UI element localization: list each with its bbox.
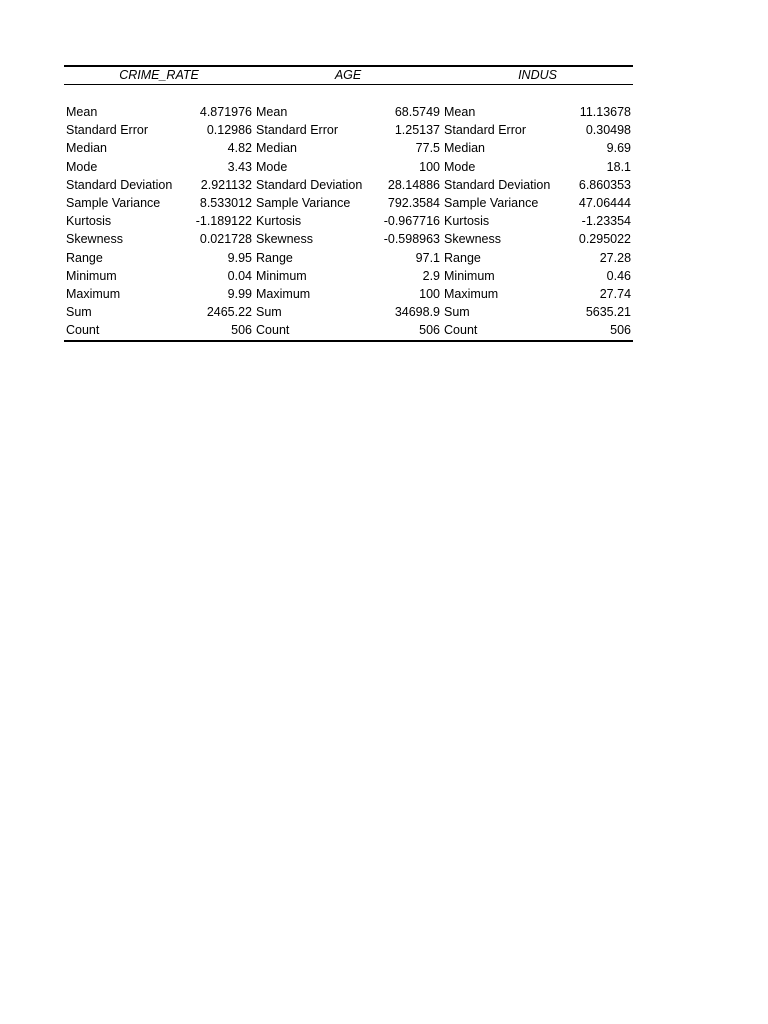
stat-value-cell: -1.23354	[581, 214, 632, 229]
column-header-age: AGE	[254, 66, 442, 85]
stat-value-cell: -0.967716	[383, 214, 441, 229]
stat-label-cell: Mode	[66, 159, 98, 174]
table-row	[64, 267, 633, 285]
stat-value-cell: 100	[419, 159, 441, 174]
descriptive-statistics-table	[64, 65, 633, 342]
stat-value-cell: 97.1	[415, 250, 441, 265]
stat-label-cell: Kurtosis	[444, 214, 490, 229]
stat-label-cell: Standard Deviation	[256, 177, 363, 192]
stat-label-cell: Median	[66, 141, 107, 156]
stat-value-cell: 9.99	[227, 287, 253, 302]
stat-label-cell: Skewness	[66, 232, 123, 247]
stat-value-cell: -1.189122	[195, 214, 253, 229]
stat-label-cell: Skewness	[256, 232, 313, 247]
stat-value-cell: 0.12986	[206, 123, 253, 138]
table-row	[64, 303, 633, 321]
stat-label-cell: Standard Deviation	[444, 177, 551, 192]
table-row	[64, 103, 633, 121]
stat-value-cell: 0.30498	[585, 123, 632, 138]
stat-label-cell: Count	[254, 321, 382, 340]
stat-label-cell: Median	[256, 141, 298, 156]
stat-label-cell: Kurtosis	[66, 214, 112, 229]
stat-value-cell: 27.74	[599, 287, 632, 302]
stat-value-cell: 2.9	[422, 268, 441, 283]
table-row	[64, 285, 633, 303]
stat-label-cell: Range	[66, 250, 103, 265]
stat-label-cell: Count	[442, 321, 570, 340]
stat-value-cell: 11.13678	[579, 105, 632, 119]
stat-label-cell: Standard Error	[66, 123, 148, 138]
stat-value-cell: 68.5749	[394, 105, 441, 119]
stat-label-cell: Sample Variance	[256, 196, 351, 211]
stat-label-cell: Maximum	[444, 287, 499, 302]
stat-value-cell: 0.295022	[578, 232, 632, 247]
column-header-indus: INDUS	[442, 66, 633, 85]
table-row	[64, 212, 633, 230]
stat-value-cell: 0.021728	[199, 232, 253, 247]
stat-value-cell: 8.533012	[199, 196, 253, 211]
stat-label-cell: Standard Deviation	[66, 177, 173, 192]
stat-label-cell: Minimum	[444, 268, 495, 283]
stat-label-cell: Maximum	[256, 287, 311, 302]
spacer-row	[64, 85, 633, 104]
stat-label-cell: Mean	[256, 105, 288, 119]
stat-value-cell: 3.43	[227, 159, 253, 174]
header-row	[64, 66, 633, 85]
stat-value-cell: 1.25137	[394, 123, 441, 138]
stat-value-cell: 4.871976	[199, 105, 253, 119]
stat-value-cell: -0.598963	[383, 232, 441, 247]
stat-label-cell: Sample Variance	[444, 196, 539, 211]
stat-label-cell: Sum	[256, 305, 282, 320]
table-row	[64, 230, 633, 248]
stat-value-cell: 506	[194, 321, 254, 340]
column-header-crime-rate: CRIME_RATE	[64, 66, 254, 85]
stat-label-cell: Median	[444, 141, 486, 156]
stat-value-cell: 5635.21	[585, 305, 632, 320]
stat-label-cell: Mean	[66, 105, 98, 119]
stat-label-cell: Maximum	[66, 287, 121, 302]
stat-label-cell: Kurtosis	[256, 214, 302, 229]
stat-value-cell: 34698.9	[394, 305, 441, 320]
table-row	[64, 249, 633, 267]
stat-label-cell: Sum	[444, 305, 470, 320]
stat-label-cell: Count	[64, 321, 194, 340]
stat-value-cell: 506	[382, 321, 442, 340]
stat-value-cell: 2465.22	[206, 305, 253, 320]
stat-value-cell: 27.28	[599, 250, 632, 265]
blank-cell	[64, 85, 633, 104]
table-row	[64, 194, 633, 212]
stat-label-cell: Mean	[444, 105, 476, 119]
table-row	[64, 321, 633, 340]
stat-value-cell: 4.82	[227, 141, 253, 156]
stat-label-cell: Standard Error	[256, 123, 338, 138]
table-row	[64, 158, 633, 176]
stat-value-cell: 100	[419, 287, 441, 302]
stat-label-cell: Standard Error	[444, 123, 526, 138]
stat-label-cell: Skewness	[444, 232, 501, 247]
stat-value-cell: 9.95	[227, 250, 253, 265]
stat-label-cell: Minimum	[66, 268, 117, 283]
stat-value-cell: 506	[570, 321, 633, 340]
stat-value-cell: 77.5	[415, 141, 441, 156]
stat-label-cell: Mode	[256, 159, 288, 174]
stat-value-cell: 47.06444	[578, 196, 632, 211]
stat-label-cell: Range	[444, 250, 481, 265]
stat-value-cell: 2.921132	[200, 177, 253, 192]
descriptive-statistics-sheet	[64, 65, 633, 342]
stat-label-cell: Mode	[444, 159, 476, 174]
stat-value-cell: 0.04	[227, 268, 253, 283]
stat-value-cell: 6.860353	[578, 177, 632, 192]
stat-label-cell: Range	[256, 250, 293, 265]
stat-value-cell: 18.1	[606, 159, 632, 174]
table-row	[64, 139, 633, 157]
table-row	[64, 121, 633, 139]
stat-label-cell: Minimum	[256, 268, 307, 283]
stat-value-cell: 9.69	[606, 141, 632, 156]
table-row	[64, 176, 633, 194]
stat-value-cell: 0.46	[606, 268, 632, 283]
stat-label-cell: Sum	[66, 305, 92, 320]
stat-value-cell: 792.3584	[387, 196, 441, 211]
stat-value-cell: 28.14886	[387, 177, 441, 192]
stat-label-cell: Sample Variance	[66, 196, 161, 211]
